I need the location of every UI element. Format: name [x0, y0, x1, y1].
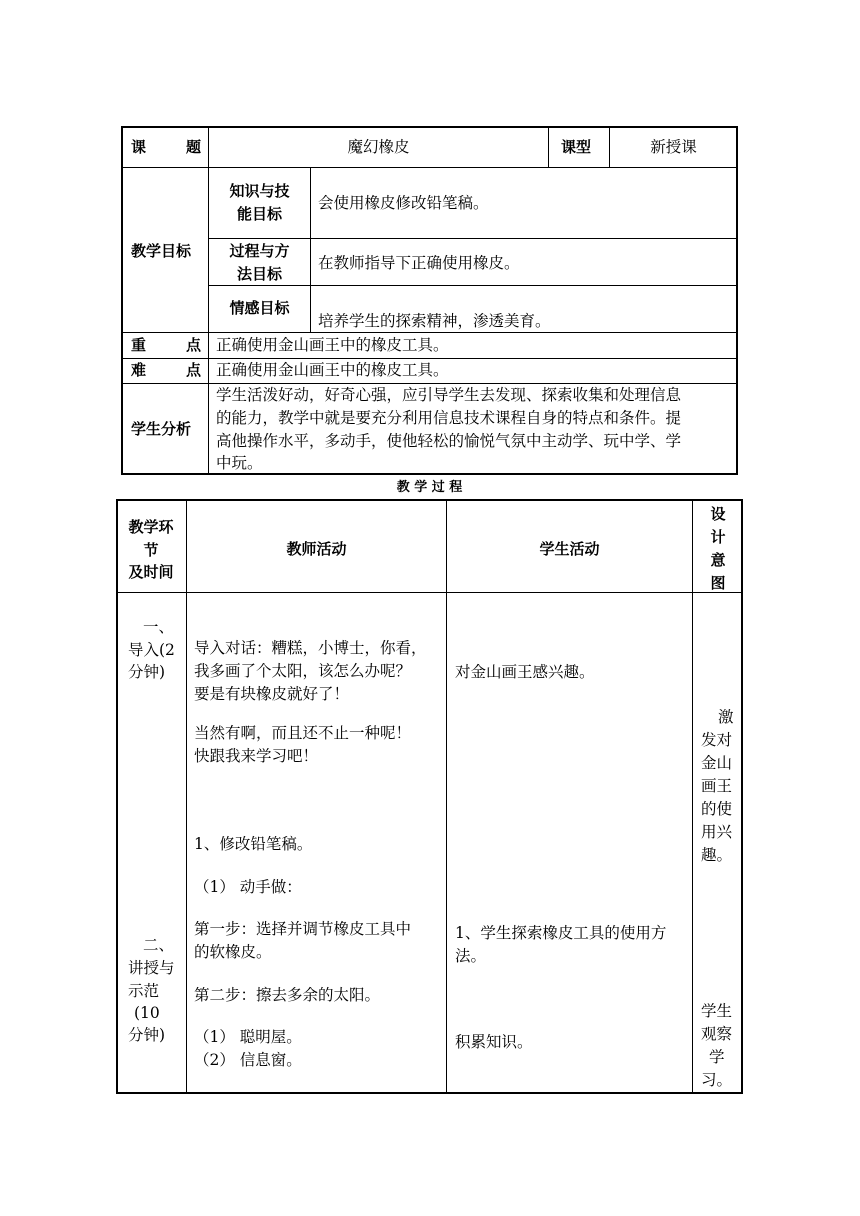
objective-knowledge-label-line2: 能目标 [236, 205, 282, 223]
difficulty-label-part2: 点 [186, 361, 202, 379]
stage2-line5: 分钟) [128, 1026, 166, 1044]
objective-knowledge-label-line1: 知识与技 [229, 182, 290, 200]
student-explore-line: 1、学生探索橡皮工具的使用方 [455, 924, 667, 942]
divider [116, 592, 743, 593]
divider [310, 167, 311, 332]
objective-process-text: 在教师指导下正确使用橡皮。 [318, 254, 520, 272]
topic-label-part1: 课 [131, 138, 147, 156]
process-title: 教 学 过 程 [396, 480, 463, 495]
key-point-text: 正确使用金山画王中的橡皮工具。 [216, 336, 449, 354]
design-intent1-line: 画王 [701, 777, 733, 795]
header-teacher-activity: 教师活动 [286, 540, 347, 558]
student-analysis-line: 高他操作水平，多动手，使他轻松的愉悦气氛中主动学、玩中学、学 [216, 432, 682, 450]
student-interest: 对金山画王感兴趣。 [455, 663, 595, 681]
teacher-answer-line: 当然有啊，而且还不止一种呢！ [194, 724, 412, 742]
stage2-line4: (10 [134, 1004, 160, 1022]
stage2-line1: 二、 [143, 936, 175, 954]
teacher-step-title: 1、修改铅笔稿。 [194, 835, 313, 853]
objective-process-label-line1: 过程与方 [229, 242, 290, 260]
design-intent2-line: 学生 [701, 1002, 733, 1020]
divider [121, 167, 738, 168]
teacher-info-window: （2） 信息窗。 [194, 1051, 302, 1069]
student-analysis-line: 学生活泼好动，好奇心强，应引导学生去发现、探索收集和处理信息 [216, 386, 682, 404]
design-intent2-line: 学 [709, 1048, 725, 1066]
teacher-step2: 第二步：擦去多余的太阳。 [194, 986, 381, 1004]
student-explore-line: 法。 [455, 947, 487, 965]
design-intent2-line: 观察 [701, 1025, 733, 1043]
design-intent1-line: 激 [718, 708, 734, 726]
stage1-line3: 分钟) [128, 663, 166, 681]
objective-emotion-text: 培养学生的探索精神，渗透美育。 [318, 312, 551, 330]
header-stage-line3: 及时间 [128, 563, 174, 581]
divider [186, 499, 187, 1094]
key-point-label-part2: 点 [186, 336, 202, 354]
student-analysis-line: 的能力，教学中就是要充分利用信息技术课程自身的特点和条件。提 [216, 409, 682, 427]
difficulty-text: 正确使用金山画王中的橡皮工具。 [216, 361, 449, 379]
teacher-step1-line: 第一步：选择并调节橡皮工具中 [194, 920, 412, 938]
design-intent2-line: 习。 [701, 1071, 733, 1089]
header-design-line1: 设 [710, 505, 726, 523]
topic-label-part2: 题 [186, 138, 202, 156]
design-intent1-line: 的使 [701, 800, 733, 818]
stage1-line1: 一、 [143, 618, 175, 636]
student-analysis-label: 学生分析 [131, 420, 192, 438]
divider [446, 499, 447, 1094]
teacher-step1-line: 的软橡皮。 [194, 943, 272, 961]
header-design-line3: 意 [710, 551, 726, 569]
design-intent1-line: 发对 [701, 731, 733, 749]
stage2-line3: 示范 [128, 982, 160, 1000]
difficulty-label-part1: 难 [131, 361, 147, 379]
stage1-line2: 导入(2 [128, 641, 175, 659]
design-intent1-line: 趣。 [701, 846, 733, 864]
objective-emotion-label: 情感目标 [229, 299, 290, 317]
stage2-line2: 讲授与 [128, 959, 175, 977]
student-accumulate: 积累知识。 [455, 1033, 533, 1051]
divider [209, 238, 738, 239]
teacher-smart-house: （1） 聪明屋。 [194, 1028, 302, 1046]
header-design-line4: 图 [710, 574, 726, 592]
topic-value: 魔幻橡皮 [347, 138, 410, 156]
header-stage-line2: 节 [143, 541, 159, 559]
design-intent1-line: 金山 [701, 754, 733, 772]
teacher-do-it: （1） 动手做： [194, 878, 302, 896]
student-analysis-line: 中玩。 [216, 454, 263, 472]
teacher-intro-line: 要是有块橡皮就好了！ [194, 685, 350, 703]
objective-knowledge-text: 会使用橡皮修改铅笔稿。 [318, 194, 489, 212]
teacher-answer-line: 快跟我来学习吧！ [194, 747, 319, 765]
design-intent1-line: 用兴 [701, 823, 733, 841]
teacher-intro-line: 导入对话：糟糕，小博士，你看， [194, 639, 427, 657]
objective-process-label-line2: 法目标 [236, 265, 282, 283]
header-stage-line1: 教学环 [128, 518, 174, 536]
lesson-type-value: 新授课 [650, 138, 697, 156]
key-point-label-part1: 重 [131, 336, 147, 354]
objectives-label: 教学目标 [131, 242, 192, 260]
header-student-activity: 学生活动 [539, 540, 600, 558]
header-design-line2: 计 [710, 528, 726, 546]
lesson-type-label: 课型 [561, 138, 592, 156]
teacher-intro-line: 我多画了个太阳，该怎么办呢？ [194, 662, 412, 680]
divider [548, 126, 549, 167]
